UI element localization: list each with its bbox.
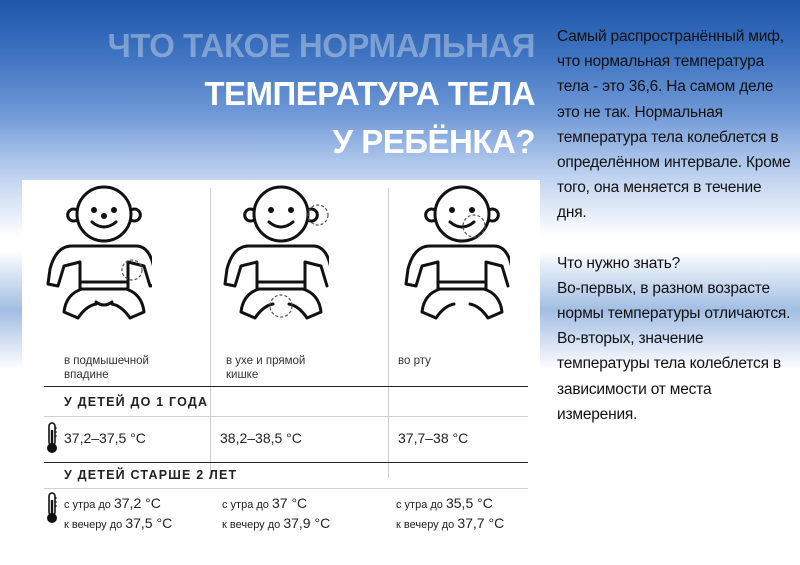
side-paragraph-2: Что нужно знать? xyxy=(557,254,681,272)
caption-armpit: в подмышечной впадине xyxy=(64,355,149,381)
temp-ear-over-2: с утра до 37 °C к вечеру до 37,9 °C xyxy=(222,495,331,531)
title-line-1: ЧТО ТАКОЕ НОРМАЛЬНАЯ xyxy=(107,27,535,64)
temp-armpit-under-1: 37,2–37,5 °C xyxy=(64,430,146,446)
side-paragraph-4: Во-вторых, значение температуры тела колеблется в зависимости от места измерения. xyxy=(557,330,781,423)
side-text xyxy=(557,24,793,427)
side-paragraph-3: Во-первых, в разном возрасте нормы температуры отличаются. xyxy=(557,279,791,323)
baby-icon xyxy=(219,184,329,334)
column-divider xyxy=(388,188,389,478)
divider-line xyxy=(44,386,528,387)
thermometer-icon xyxy=(46,422,58,454)
temp-mouth-under-1: 37,7–38 °C xyxy=(398,430,469,446)
divider-line xyxy=(44,462,528,463)
baby-icon xyxy=(400,184,510,334)
temperature-card xyxy=(22,180,540,540)
column-divider xyxy=(210,188,211,478)
section-over-2-years: У ДЕТЕЙ СТАРШЕ 2 ЛЕТ xyxy=(64,468,238,482)
caption-mouth: во рту xyxy=(398,355,431,367)
baby-icon xyxy=(42,184,152,334)
divider-line xyxy=(44,488,528,489)
temp-mouth-over-2: с утра до 35,5 °C к вечеру до 37,7 °C xyxy=(396,495,505,531)
temp-armpit-over-2: с утра до 37,2 °C к вечеру до 37,5 °C xyxy=(64,495,173,531)
divider-line xyxy=(44,416,528,417)
section-under-1-year: У ДЕТЕЙ ДО 1 ГОДА xyxy=(64,395,209,409)
caption-ear-rectum: в ухе и прямой кишке xyxy=(226,355,306,381)
side-paragraph-1: Самый распространённый миф, что нормальная температура тела - это 36,6. На самом деле это не так. Нормальная температура тела колеблется в определённом интервале. Кроме того, она меняется в течение дня. xyxy=(557,28,791,222)
page-title xyxy=(40,22,535,166)
thermometer-icon xyxy=(46,492,58,524)
title-line-2: ТЕМПЕРАТУРА ТЕЛА xyxy=(204,75,535,112)
temp-ear-under-1: 38,2–38,5 °C xyxy=(220,430,302,446)
title-line-3: У РЕБЁНКА? xyxy=(332,123,535,160)
